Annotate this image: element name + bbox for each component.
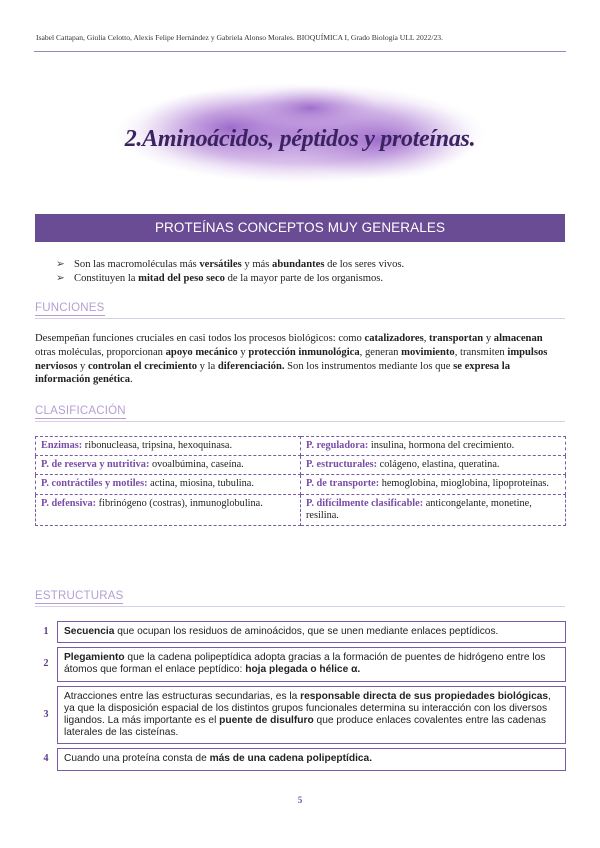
table-row (35, 686, 566, 744)
section-label-estructuras: ESTRUCTURAS (35, 590, 124, 602)
document-header: Isabel Cattapan, Giulia Celotto, Alexis Felipe Hernández y Gabriela Alonso Morales. BIOQUÍMICA I, Grado Biología ULL 2022/23. (36, 33, 443, 42)
table-cell: P. estructurales: colágeno, elastina, queratina. (301, 456, 566, 475)
intro-bullets (56, 258, 556, 285)
page-number: 5 (297, 795, 303, 805)
classification-table (35, 436, 566, 526)
row-number: 1 (43, 626, 49, 637)
table-row (36, 456, 566, 475)
row-number: 3 (43, 708, 49, 720)
table-cell: P. defensiva: fibrinógeno (costras), inmunoglobulina. (36, 494, 301, 525)
funciones-paragraph: Desempeñan funciones cruciales en casi todos los procesos biológicos: como catalizadores, transportan y almacenan otras moléculas, proporcionan apoyo mecánico y protección inmunológica, generan movimiento, transmiten impulsos nerviosos y controlan el crecimiento y la diferenciación. Son los instrumentos mediante los que se expresa la información genética. (35, 333, 548, 386)
section-divider (35, 318, 565, 319)
table-cell: P. reguladora: insulina, hormona del crecimiento. (301, 437, 566, 456)
table-row (35, 622, 566, 643)
structure-description: Cuando una proteína consta de más de una cadena polipeptídica. (58, 749, 566, 770)
table-row (36, 475, 566, 494)
row-number: 2 (43, 658, 49, 670)
bullet-item: ➢ Constituyen la mitad del peso seco de la mayor parte de los organismos. (56, 272, 384, 284)
section-banner: PROTEÍNAS CONCEPTOS MUY GENERALES (35, 214, 565, 242)
header-divider (34, 51, 566, 52)
section-label-clasificacion: CLASIFICACIÓN (35, 405, 126, 417)
row-number: 4 (43, 753, 49, 765)
bullet-item: ➢ Son las macromoléculas más versátiles y más abundantes de los seres vivos. (56, 259, 405, 270)
section-divider (35, 606, 565, 607)
structure-description: Plegamiento que la cadena polipeptídica adopta gracias a la formación de puentes de hidrógeno entre los átomos que forman el enlace peptídico: hoja plegada o hélice α. (58, 648, 566, 681)
table-row (35, 749, 566, 770)
table-cell: P. de reserva y nutritiva: ovoalbúmina, caseína. (36, 456, 301, 475)
section-label-funciones: FUNCIONES (35, 302, 105, 314)
table-cell: P. contráctiles y motiles: actina, miosina, tubulina. (36, 475, 301, 494)
table-row (36, 494, 566, 525)
table-row (35, 648, 566, 681)
table-cell: P. difícilmente clasificable: anticongelante, monetine, resilina. (301, 494, 566, 525)
structure-description: Atracciones entre las estructuras secundarias, es la responsable directa de sus propiedades biológicas, ya que la disposición espacial de los distintos grupos funcionales determina su interacción con los diversos ligandos. La más importante es el puente de disulfuro que produce enlaces covalentes entre las cadenas laterales de las cisteínas. (58, 686, 566, 744)
section-divider (35, 421, 565, 422)
table-cell: Enzimas: ribonucleasa, tripsina, hexoquinasa. (36, 437, 301, 456)
arrow-bullet-icon: ➢ (56, 259, 65, 270)
structures-table (35, 621, 566, 771)
arrow-bullet-icon: ➢ (56, 272, 65, 284)
structure-description: Secuencia que ocupan los residuos de aminoácidos, que se unen mediante enlaces peptídicos. (58, 622, 566, 643)
table-cell: P. de transporte: hemoglobina, mioglobina, lipoproteínas. (301, 475, 566, 494)
page-title: 2.Aminoácidos, péptidos y proteínas. (124, 126, 476, 152)
table-row (36, 437, 566, 456)
